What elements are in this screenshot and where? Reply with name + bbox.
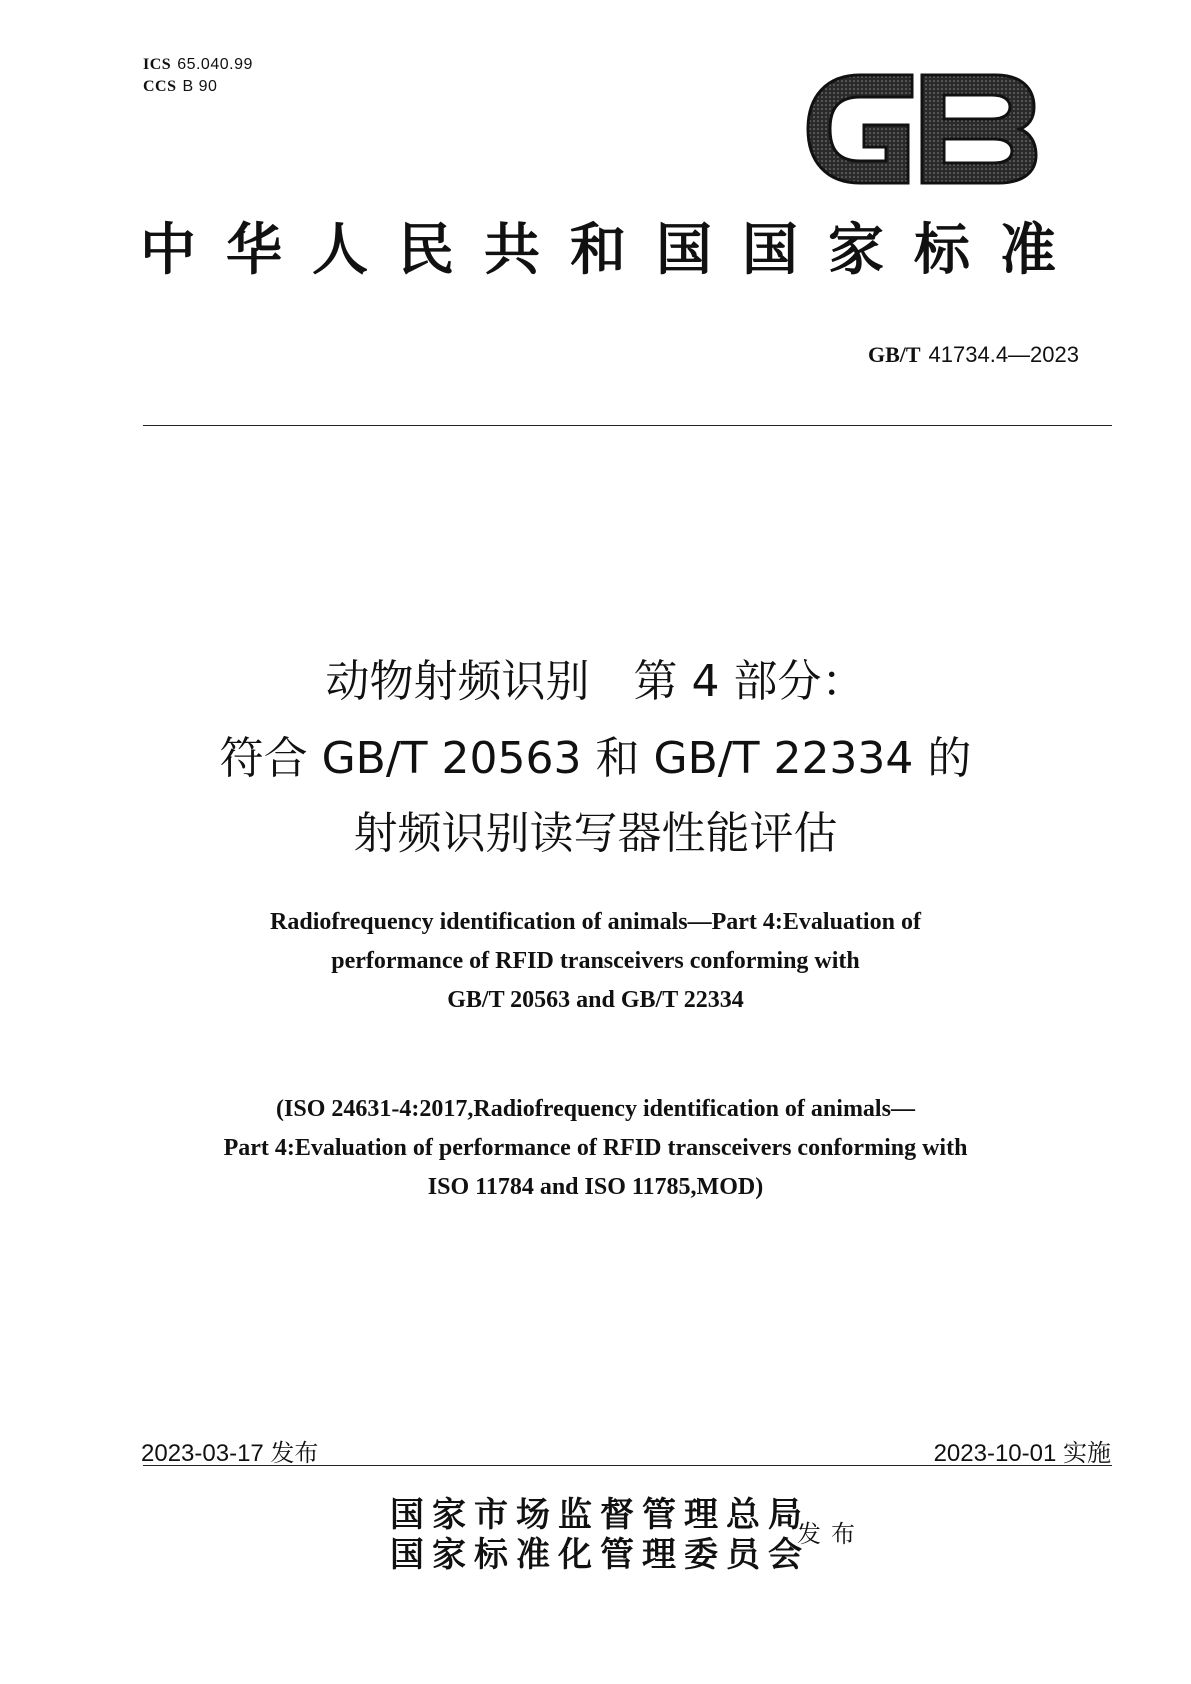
- logo-letter-g: [808, 75, 912, 183]
- english-title-line-3: GB/T 20563 and GB/T 22334: [447, 987, 744, 1013]
- issue-date: 2023-03-17 发布: [141, 1440, 319, 1467]
- implementation-date: 2023-10-01 实施: [933, 1440, 1111, 1467]
- bottom-divider: [143, 1465, 1112, 1466]
- ics-label: ICS: [143, 56, 172, 73]
- logo-letter-b: [922, 75, 1036, 183]
- standard-number: [868, 342, 1079, 368]
- iso-reference-line-1: (ISO 24631-4:2017,Radiofrequency identification of animals—: [276, 1096, 915, 1122]
- top-divider: [143, 425, 1112, 426]
- ics-value: 65.040.99: [177, 56, 253, 73]
- standard-number-prefix: GB/T: [867, 342, 921, 367]
- ccs-label: CCS: [143, 78, 177, 95]
- english-title-line-2: performance of RFID transceivers conforming with: [331, 948, 860, 974]
- chinese-title-line-2: 符合 GB/T 20563 和 GB/T 22334 的: [219, 733, 972, 784]
- iso-reference-line-2: Part 4:Evaluation of performance of RFID transceivers conforming with: [223, 1135, 968, 1161]
- ccs-value: B 90: [182, 78, 218, 95]
- national-standard-title: 中华人民共和国国家标准: [140, 217, 1086, 283]
- ccs-classification: [143, 78, 217, 96]
- publisher-sac: 国家标准化管理委员会: [390, 1535, 810, 1575]
- chinese-title-line-1: 动物射频识别 第 4 部分：: [325, 656, 866, 707]
- ics-classification: [143, 56, 253, 74]
- iso-reference-line-3: ISO 11784 and ISO 11785,MOD): [427, 1174, 764, 1200]
- publisher-samr: 国家市场监督管理总局: [390, 1495, 810, 1535]
- publish-label: 发布: [797, 1520, 865, 1548]
- gb-logo: [800, 63, 1042, 195]
- chinese-title-line-3: 射频识别读写器性能评估: [353, 808, 838, 859]
- standard-number-value: 41734.4—2023: [928, 342, 1079, 367]
- english-title-line-1: Radiofrequency identification of animals—Part 4:Evaluation of: [270, 909, 921, 935]
